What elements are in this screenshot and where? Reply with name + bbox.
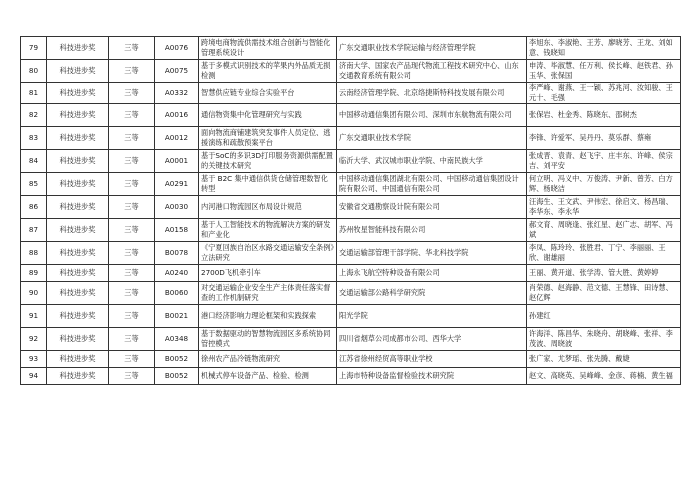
table-row xyxy=(21,282,681,305)
project-name-cell: 徐州农产品冷链物流研究 xyxy=(199,351,337,368)
project-name-cell: 面向物流商铺建筑突发事件人员定位、逃援演练和疏散预案平台 xyxy=(199,127,337,150)
table-row xyxy=(21,242,681,265)
project-code-cell: A0291 xyxy=(155,173,199,196)
project-code-cell: A0001 xyxy=(155,150,199,173)
award-table-body xyxy=(21,37,681,385)
project-name-cell: 基于人工智能技术的物流解决方案的研发和产业化 xyxy=(199,219,337,242)
project-code-cell: B0052 xyxy=(155,368,199,385)
completing-people-cell: 张保岩、杜金秀、陈晓东、邵树杰 xyxy=(527,104,681,127)
completing-people-cell: 李凤、陈玲玲、张胜君、丁宁、李丽丽、王欣、谢雄丽 xyxy=(527,242,681,265)
project-code-cell: B0052 xyxy=(155,351,199,368)
project-name-cell: 跨境电商物流供需技术组合创新与智能化管理系统设计 xyxy=(199,37,337,60)
award-grade-cell: 三等 xyxy=(109,328,155,351)
project-name-cell: 基于数据驱动的智慧物流园区多系统协同管控模式 xyxy=(199,328,337,351)
award-grade-cell: 三等 xyxy=(109,219,155,242)
row-number-cell: 81 xyxy=(21,83,47,104)
completing-unit-cell: 广东交通职业技术学院 xyxy=(337,127,527,150)
award-table-sheet xyxy=(20,36,680,385)
table-row xyxy=(21,351,681,368)
award-grade-cell: 三等 xyxy=(109,150,155,173)
project-code-cell: B0078 xyxy=(155,242,199,265)
award-type-cell: 科技进步奖 xyxy=(47,368,109,385)
table-row xyxy=(21,37,681,60)
completing-unit-cell: 交通运输部管理干部学院、华北科技学院 xyxy=(337,242,527,265)
table-row xyxy=(21,368,681,385)
row-number-cell: 85 xyxy=(21,173,47,196)
completing-unit-cell: 阳光学院 xyxy=(337,305,527,328)
award-type-cell: 科技进步奖 xyxy=(47,104,109,127)
table-row xyxy=(21,219,681,242)
project-code-cell: A0012 xyxy=(155,127,199,150)
project-name-cell: 基于SoC的多识3D打印服务资源供需配置的关键技术研究 xyxy=(199,150,337,173)
award-grade-cell: 三等 xyxy=(109,37,155,60)
project-code-cell: A0076 xyxy=(155,37,199,60)
award-type-cell: 科技进步奖 xyxy=(47,219,109,242)
project-name-cell: 对交通运输企业安全生产主体责任落实督查的工作机制研究 xyxy=(199,282,337,305)
award-type-cell: 科技进步奖 xyxy=(47,282,109,305)
table-row xyxy=(21,150,681,173)
award-type-cell: 科技进步奖 xyxy=(47,305,109,328)
project-name-cell: 港口经济影响力理论框架和实践探索 xyxy=(199,305,337,328)
award-grade-cell: 三等 xyxy=(109,265,155,282)
row-number-cell: 88 xyxy=(21,242,47,265)
table-row xyxy=(21,196,681,219)
completing-unit-cell: 交通运输部公路科学研究院 xyxy=(337,282,527,305)
table-row xyxy=(21,127,681,150)
award-type-cell: 科技进步奖 xyxy=(47,242,109,265)
project-name-cell: 2700D飞机牵引车 xyxy=(199,265,337,282)
completing-unit-cell: 上海永飞航空特种设备有限公司 xyxy=(337,265,527,282)
completing-people-cell: 郝文育、周晓逢、张红星、赵广志、胡军、冯斌 xyxy=(527,219,681,242)
row-number-cell: 93 xyxy=(21,351,47,368)
completing-unit-cell: 苏州牧星智能科技有限公司 xyxy=(337,219,527,242)
award-type-cell: 科技进步奖 xyxy=(47,60,109,83)
award-grade-cell: 三等 xyxy=(109,104,155,127)
award-type-cell: 科技进步奖 xyxy=(47,196,109,219)
row-number-cell: 83 xyxy=(21,127,47,150)
project-name-cell: 基于 B2C 集中通信供货仓储管理数智化转型 xyxy=(199,173,337,196)
row-number-cell: 87 xyxy=(21,219,47,242)
row-number-cell: 79 xyxy=(21,37,47,60)
completing-people-cell: 肖荣德、赵海静、范文德、王慧锋、田诗慧、赵亿辉 xyxy=(527,282,681,305)
completing-people-cell: 王丽、黄开道、张学涛、管大胜、黄婷婷 xyxy=(527,265,681,282)
completing-unit-cell: 上海市特种设备监督检验技术研究院 xyxy=(337,368,527,385)
project-name-cell: 《宁夏回族自治区水路交通运输安全条例》立法研究 xyxy=(199,242,337,265)
award-grade-cell: 三等 xyxy=(109,351,155,368)
row-number-cell: 80 xyxy=(21,60,47,83)
row-number-cell: 82 xyxy=(21,104,47,127)
project-name-cell: 基于多模式识别技术的苹果内外品质无损检测 xyxy=(199,60,337,83)
completing-people-cell: 李锋、许爱军、吴丹丹、莫乐群、蔡雍 xyxy=(527,127,681,150)
award-type-cell: 科技进步奖 xyxy=(47,328,109,351)
project-code-cell: B0021 xyxy=(155,305,199,328)
table-row xyxy=(21,173,681,196)
row-number-cell: 90 xyxy=(21,282,47,305)
award-grade-cell: 三等 xyxy=(109,196,155,219)
completing-people-cell: 汪海生、王文武、尹伟宏、徐启文、杨昌瑞、李华东、李永华 xyxy=(527,196,681,219)
project-name-cell: 内河港口物流园区布局设计规范 xyxy=(199,196,337,219)
project-name-cell: 智慧供应链专业综合实验平台 xyxy=(199,83,337,104)
award-type-cell: 科技进步奖 xyxy=(47,127,109,150)
project-code-cell: B0060 xyxy=(155,282,199,305)
completing-people-cell: 李严峰、谢燕、王一颖、苏兆河、汝知骏、王元十、毛强 xyxy=(527,83,681,104)
table-row xyxy=(21,305,681,328)
table-row xyxy=(21,328,681,351)
project-code-cell: A0332 xyxy=(155,83,199,104)
project-name-cell: 机械式停车设备产品、检验、检测 xyxy=(199,368,337,385)
award-grade-cell: 三等 xyxy=(109,83,155,104)
row-number-cell: 86 xyxy=(21,196,47,219)
award-grade-cell: 三等 xyxy=(109,282,155,305)
award-grade-cell: 三等 xyxy=(109,173,155,196)
award-type-cell: 科技进步奖 xyxy=(47,83,109,104)
completing-unit-cell: 广东交通职业技术学院运输与经济管理学院 xyxy=(337,37,527,60)
completing-unit-cell: 云南经济管理学院、北京络捷斯特科技发展有限公司 xyxy=(337,83,527,104)
award-type-cell: 科技进步奖 xyxy=(47,351,109,368)
table-row xyxy=(21,60,681,83)
completing-unit-cell: 四川省烟草公司成都市公司、西华大学 xyxy=(337,328,527,351)
award-grade-cell: 三等 xyxy=(109,305,155,328)
completing-unit-cell: 济南大学、国家农产品现代物流工程技术研究中心、山东交通教育系统有限公司 xyxy=(337,60,527,83)
table-row xyxy=(21,83,681,104)
completing-unit-cell: 安徽省交通勘察设计院有限公司 xyxy=(337,196,527,219)
row-number-cell: 84 xyxy=(21,150,47,173)
row-number-cell: 89 xyxy=(21,265,47,282)
project-code-cell: A0240 xyxy=(155,265,199,282)
award-table xyxy=(20,36,681,385)
award-type-cell: 科技进步奖 xyxy=(47,265,109,282)
completing-people-cell: 李旭东、李淑艳、王芳、廖晓芳、王龙、刘如意、钱晓知 xyxy=(527,37,681,60)
completing-people-cell: 张广家、尤梦瑶、张先腾、戴婕 xyxy=(527,351,681,368)
award-grade-cell: 三等 xyxy=(109,242,155,265)
row-number-cell: 92 xyxy=(21,328,47,351)
row-number-cell: 91 xyxy=(21,305,47,328)
award-grade-cell: 三等 xyxy=(109,127,155,150)
completing-unit-cell: 中国移动通信集团有限公司、深圳市东航物流有限公司 xyxy=(337,104,527,127)
completing-unit-cell: 临沂大学、武汉城市职业学院、中南民族大学 xyxy=(337,150,527,173)
completing-people-cell: 何立明、冯义中、万俊涛、尹新、曾芳、白方辉、杨晓洁 xyxy=(527,173,681,196)
completing-people-cell: 赵文、高晓英、吴峰峰、金彦、蒋楠、黄生福 xyxy=(527,368,681,385)
completing-people-cell: 申涛、毕淑慧、任万利、侯长峰、赵铁君、孙玉华、张保国 xyxy=(527,60,681,83)
table-row xyxy=(21,265,681,282)
award-grade-cell: 三等 xyxy=(109,60,155,83)
award-type-cell: 科技进步奖 xyxy=(47,173,109,196)
project-code-cell: A0016 xyxy=(155,104,199,127)
table-row xyxy=(21,104,681,127)
award-grade-cell: 三等 xyxy=(109,368,155,385)
completing-people-cell: 张成晋、袁青、赵飞宇、庄丰东、许峰、侯宗吉、刘平安 xyxy=(527,150,681,173)
completing-people-cell: 孙建红 xyxy=(527,305,681,328)
completing-unit-cell: 江苏省徐州经贸高等职业学校 xyxy=(337,351,527,368)
project-code-cell: A0348 xyxy=(155,328,199,351)
project-name-cell: 通信物资集中化管理研究与实践 xyxy=(199,104,337,127)
completing-unit-cell: 中国移动通信集团湖北有限公司、中国移动通信集团设计院有限公司、中国通信有限公司 xyxy=(337,173,527,196)
completing-people-cell: 许海洋、陈昌华、朱晓舟、胡晓峰、张祥、李茂波、周晓波 xyxy=(527,328,681,351)
row-number-cell: 94 xyxy=(21,368,47,385)
project-code-cell: A0030 xyxy=(155,196,199,219)
award-type-cell: 科技进步奖 xyxy=(47,37,109,60)
award-type-cell: 科技进步奖 xyxy=(47,150,109,173)
project-code-cell: A0158 xyxy=(155,219,199,242)
project-code-cell: A0075 xyxy=(155,60,199,83)
